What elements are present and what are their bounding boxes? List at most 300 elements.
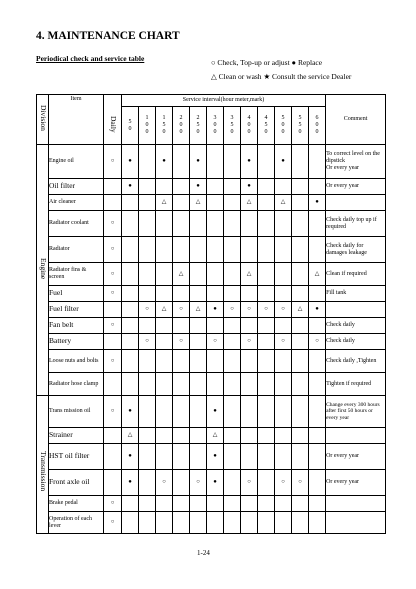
interval-mark [275,373,292,396]
interval-mark [156,496,173,512]
interval-mark [241,373,258,396]
interval-mark [309,237,326,263]
interval-mark [275,396,292,428]
item-name: Strainer [49,428,104,444]
interval-mark: ○ [275,334,292,350]
interval-mark [224,470,241,496]
interval-mark [190,286,207,302]
interval-mark [275,286,292,302]
interval-mark [156,444,173,470]
item-name: Radiator fins & screen [49,263,104,286]
item-name: Radiator hose clamp [49,373,104,396]
comment-cell: Clean if required [326,263,386,286]
interval-mark [258,211,275,237]
interval-mark [275,428,292,444]
interval-mark: ○ [224,302,241,318]
interval-mark [258,470,275,496]
interval-mark [190,396,207,428]
daily-mark: ○ [104,145,122,179]
interval-mark [139,145,156,179]
interval-mark [309,211,326,237]
item-name: HST oil filter [49,444,104,470]
interval-mark [275,496,292,512]
daily-mark: ○ [104,286,122,302]
interval-mark [258,179,275,195]
interval-mark [292,263,309,286]
interval-mark [139,237,156,263]
table-row [37,302,386,318]
item-name: Air cleaner [49,195,104,211]
division-header: Division [37,95,49,145]
interval-mark: △ [241,263,258,286]
interval-mark [156,211,173,237]
interval-mark [309,396,326,428]
interval-mark [309,470,326,496]
interval-mark [292,318,309,334]
item-name: Oil filter [49,179,104,195]
interval-mark [224,145,241,179]
interval-mark [139,428,156,444]
interval-mark [309,444,326,470]
interval-mark [224,350,241,373]
interval-mark [258,496,275,512]
interval-mark [224,334,241,350]
interval-mark [292,350,309,373]
interval-mark [275,237,292,263]
interval-mark: ● [122,396,139,428]
interval-mark [241,444,258,470]
interval-mark [309,512,326,534]
interval-mark [173,444,190,470]
interval-mark [258,334,275,350]
item-name: Fan belt [49,318,104,334]
hour-interval-header: 5 0 0 [275,107,292,145]
interval-mark [292,428,309,444]
interval-mark [258,428,275,444]
interval-mark [139,263,156,286]
interval-mark: ● [207,444,224,470]
interval-mark [258,373,275,396]
interval-mark [258,318,275,334]
interval-mark [309,179,326,195]
daily-mark [104,373,122,396]
table-row [37,286,386,302]
interval-mark [173,195,190,211]
interval-mark [173,286,190,302]
item-name: Operation of each lever [49,512,104,534]
daily-mark: ○ [104,512,122,534]
interval-mark: △ [190,195,207,211]
interval-mark [224,428,241,444]
page-title: 4. MAINTENANCE CHART [36,30,180,42]
interval-mark: △ [122,428,139,444]
interval-mark: ● [122,470,139,496]
table-row [37,444,386,470]
interval-mark [275,512,292,534]
interval-mark [207,179,224,195]
interval-mark [258,396,275,428]
table-row [37,179,386,195]
interval-mark: △ [292,302,309,318]
interval-mark [275,179,292,195]
interval-mark [139,512,156,534]
interval-mark [139,470,156,496]
interval-mark [139,286,156,302]
comment-cell: To correct level on the dipstick Or every year [326,145,386,179]
interval-mark [224,263,241,286]
interval-mark [224,286,241,302]
item-name: Radiator coolant [49,211,104,237]
interval-mark [241,428,258,444]
hour-interval-header: 4 0 0 [241,107,258,145]
daily-mark [104,444,122,470]
comment-cell: Fill tank [326,286,386,302]
interval-mark [258,195,275,211]
interval-mark [173,318,190,334]
interval-mark: △ [241,195,258,211]
interval-mark: ○ [173,302,190,318]
item-name: Loose nuts and bolts [49,350,104,373]
comment-cell: Or every year [326,470,386,496]
interval-mark [139,179,156,195]
interval-mark [258,512,275,534]
interval-mark [258,237,275,263]
interval-mark [139,350,156,373]
comment-cell: Tighten if required [326,373,386,396]
interval-mark [139,373,156,396]
interval-mark [190,444,207,470]
interval-mark [241,286,258,302]
interval-mark [292,237,309,263]
interval-mark [309,350,326,373]
item-name: Fuel [49,286,104,302]
interval-mark [224,237,241,263]
daily-mark [104,195,122,211]
interval-mark [224,512,241,534]
dealer-symbol-icon: ★ [263,72,271,81]
interval-mark [258,286,275,302]
interval-mark [224,211,241,237]
daily-mark: ○ [104,211,122,237]
table-row [37,145,386,179]
interval-mark [207,145,224,179]
interval-mark: ○ [241,334,258,350]
interval-mark: △ [156,195,173,211]
interval-mark [224,373,241,396]
hour-interval-header: 5 0 [122,107,139,145]
comment-header: Comment [326,95,386,145]
division-label: Transmission [37,396,49,534]
interval-mark: ● [275,145,292,179]
interval-mark: ● [207,302,224,318]
interval-mark [190,318,207,334]
interval-mark [173,396,190,428]
hour-interval-header: 1 0 0 [139,107,156,145]
interval-mark [190,512,207,534]
interval-mark [309,318,326,334]
interval-mark [309,373,326,396]
comment-cell: Check daily top up if required [326,211,386,237]
daily-mark: ○ [104,318,122,334]
interval-mark [122,496,139,512]
interval-mark [156,334,173,350]
interval-mark [258,444,275,470]
check-label: Check, Top-up or adjust [217,58,290,67]
interval-mark [139,496,156,512]
interval-mark [156,318,173,334]
daily-mark: ○ [104,350,122,373]
interval-mark [275,444,292,470]
interval-mark [173,237,190,263]
interval-mark [190,211,207,237]
table-row [37,350,386,373]
interval-mark: ○ [258,302,275,318]
item-name: Front axle oil [49,470,104,496]
interval-mark [173,211,190,237]
interval-mark [156,512,173,534]
interval-mark [275,211,292,237]
interval-mark: ○ [190,470,207,496]
hour-interval-header: 4 5 0 [258,107,275,145]
interval-mark [292,512,309,534]
interval-mark: ● [190,179,207,195]
interval-mark: ● [309,302,326,318]
table-row [37,512,386,534]
interval-mark [156,350,173,373]
interval-mark [241,211,258,237]
table-row [37,195,386,211]
interval-mark: ● [241,145,258,179]
interval-mark [258,263,275,286]
hour-interval-header: 2 5 0 [190,107,207,145]
interval-mark [207,373,224,396]
item-name: Trans mission oil [49,396,104,428]
interval-mark [309,286,326,302]
daily-mark: ○ [104,263,122,286]
interval-mark: ● [207,396,224,428]
interval-mark [173,512,190,534]
interval-mark [190,237,207,263]
interval-mark: ○ [275,470,292,496]
comment-cell: Check daily ,Tighten [326,350,386,373]
legend-line-1 [211,58,322,67]
replace-label: Replace [297,58,323,67]
interval-mark [207,512,224,534]
table-row [37,263,386,286]
clean-label: Clean or wash [218,72,262,81]
interval-mark [292,396,309,428]
division-label: Engine [37,145,49,396]
interval-mark [139,396,156,428]
hour-interval-header: 1 5 0 [156,107,173,145]
interval-mark [224,496,241,512]
interval-mark [207,195,224,211]
interval-mark [122,211,139,237]
interval-mark [207,350,224,373]
interval-mark [241,350,258,373]
interval-mark [139,195,156,211]
interval-mark: ● [122,179,139,195]
daily-mark: ○ [104,237,122,263]
item-name: Battery [49,334,104,350]
interval-mark [258,145,275,179]
comment-cell: Or every year [326,179,386,195]
table-row [37,428,386,444]
interval-mark [207,237,224,263]
interval-mark [156,263,173,286]
dealer-label: Consult the service Dealer [272,72,352,81]
interval-mark [139,444,156,470]
interval-mark [241,496,258,512]
check-symbol-icon: ○ [211,58,216,67]
interval-mark: ○ [292,470,309,496]
hour-interval-header: 2 0 0 [173,107,190,145]
table-row [37,334,386,350]
interval-mark [173,179,190,195]
table-row [37,211,386,237]
interval-mark [156,286,173,302]
interval-mark: ● [241,179,258,195]
daily-mark [104,179,122,195]
interval-mark: △ [173,263,190,286]
table-row [37,318,386,334]
interval-mark: ● [122,145,139,179]
interval-mark [122,350,139,373]
interval-mark [275,350,292,373]
interval-mark [173,496,190,512]
interval-mark [207,286,224,302]
interval-mark [309,145,326,179]
daily-mark: ○ [104,496,122,512]
hour-interval-header: 3 0 0 [207,107,224,145]
interval-mark: ○ [241,302,258,318]
interval-mark: ● [122,444,139,470]
interval-mark [241,318,258,334]
interval-mark: △ [190,302,207,318]
interval-mark: ● [207,470,224,496]
interval-mark [122,334,139,350]
table-row [37,237,386,263]
interval-mark: △ [156,302,173,318]
table-row [37,396,386,428]
comment-cell: Check daily for damages leakage [326,237,386,263]
interval-mark [275,263,292,286]
interval-mark [122,318,139,334]
interval-mark [139,318,156,334]
interval-mark: ○ [241,470,258,496]
interval-mark [190,428,207,444]
interval-mark [156,373,173,396]
comment-cell: Or every year [326,444,386,470]
interval-mark [190,350,207,373]
comment-cell: Check daily [326,318,386,334]
interval-mark [122,237,139,263]
interval-mark [173,428,190,444]
item-header: Item [49,95,104,145]
interval-mark [207,263,224,286]
interval-mark [122,302,139,318]
interval-mark [224,444,241,470]
interval-mark [207,211,224,237]
interval-mark: ○ [156,470,173,496]
interval-mark [292,373,309,396]
interval-mark [224,396,241,428]
interval-mark [122,512,139,534]
interval-mark [122,373,139,396]
interval-mark [139,211,156,237]
interval-mark [156,396,173,428]
comment-cell: Check daily [326,334,386,350]
service-interval-header: Service interval(hour meter,mark) [122,95,326,107]
item-name: Brake pedal [49,496,104,512]
interval-mark [224,195,241,211]
hour-interval-header: 6 0 0 [309,107,326,145]
interval-mark [292,286,309,302]
legend-line-2 [211,72,351,81]
interval-mark [190,263,207,286]
interval-mark [292,334,309,350]
interval-mark [207,318,224,334]
comment-cell [326,302,386,318]
interval-mark [292,195,309,211]
interval-mark [258,350,275,373]
interval-mark [156,428,173,444]
interval-mark: ○ [173,334,190,350]
daily-mark [104,302,122,318]
interval-mark [241,396,258,428]
item-name: Fuel filter [49,302,104,318]
interval-mark: △ [207,428,224,444]
interval-mark: ○ [139,334,156,350]
daily-mark [104,470,122,496]
interval-mark [173,350,190,373]
interval-mark [173,470,190,496]
interval-mark [122,263,139,286]
section-subtitle: Periodical check and service table [36,54,145,63]
comment-cell: Change every 300 hours after first 50 hours or every year [326,396,386,428]
daily-mark: ○ [104,396,122,428]
interval-mark: △ [275,195,292,211]
interval-mark [224,318,241,334]
daily-header: Daily [104,95,122,145]
comment-cell [326,428,386,444]
interval-mark [275,318,292,334]
interval-mark [292,211,309,237]
interval-mark: ○ [207,334,224,350]
interval-mark [309,496,326,512]
replace-symbol-icon: ● [291,58,297,67]
interval-mark: ○ [139,302,156,318]
interval-mark [173,145,190,179]
interval-mark: ○ [275,302,292,318]
interval-mark [207,496,224,512]
interval-mark [292,496,309,512]
header-row [37,95,386,107]
interval-mark [309,428,326,444]
maintenance-table [36,94,386,534]
interval-mark [241,512,258,534]
comment-cell [326,195,386,211]
hour-interval-header: 3 5 0 [224,107,241,145]
hour-interval-header: 5 5 0 [292,107,309,145]
interval-mark [241,237,258,263]
interval-mark: ● [156,145,173,179]
interval-mark: △ [309,263,326,286]
table-row [37,496,386,512]
interval-mark: ○ [309,334,326,350]
interval-mark [173,373,190,396]
interval-mark [122,195,139,211]
